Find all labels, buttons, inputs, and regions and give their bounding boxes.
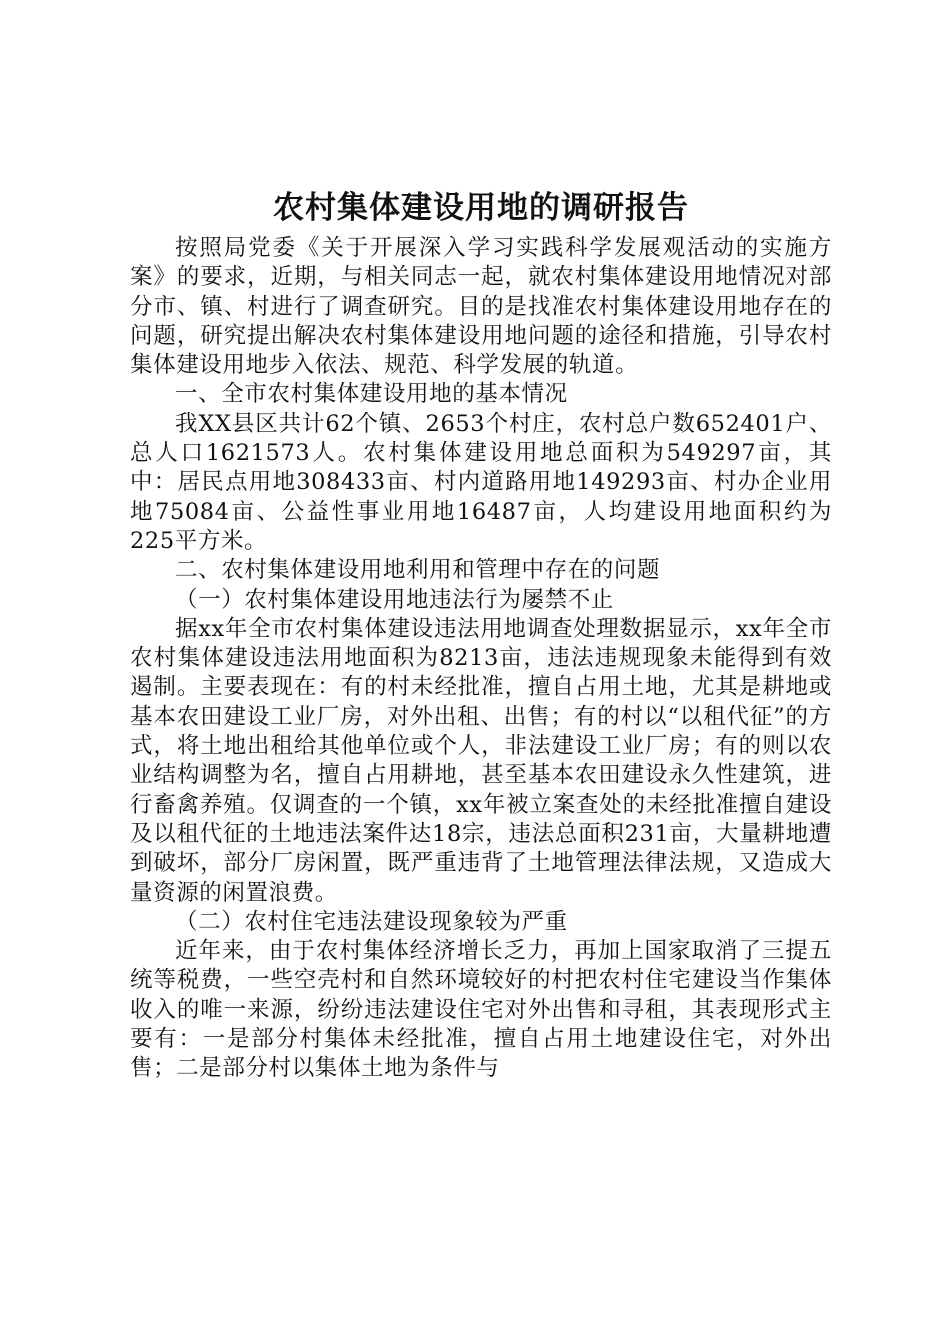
- paragraph-intro: 按照局党委《关于开展深入学习实践科学发展观活动的实施方案》的要求，近期，与相关同志一起，就农村集体建设用地情况对部分市、镇、村进行了调查研究。目的是找准农村集体建设用地存在的问题，研究提出解决农村集体建设用地问题的途径和措施，引导农村集体建设用地步入依法、规范、科学发展的轨道。: [130, 235, 832, 379]
- paragraph-illegal-housing: 近年来，由于农村集体经济增长乏力，再加上国家取消了三提五统等税费，一些空壳村和自然环境较好的村把农村住宅建设当作集体收入的唯一来源，纷纷违法建设住宅对外出售和寻租，其表现形式主要有：一是部分村集体未经批准，擅自占用土地建设住宅，对外出售；二是部分村以集体土地为条件与: [130, 938, 832, 1082]
- paragraph-basic-situation: 我XX县区共计62个镇、2653个村庄，农村总户数652401户、总人口1621573人。农村集体建设用地总面积为549297亩，其中：居民点用地308433亩、村内道路用地149293亩、村办企业用地75084亩、公益性事业用地16487亩，人均建设用地面积约为225平方米。: [130, 410, 832, 554]
- paragraph-illegal-land-use: 据xx年全市农村集体建设违法用地调查处理数据显示，xx年全市农村集体建设违法用地面积为8213亩，违法违规现象未能得到有效遏制。主要表现在：有的村未经批准，擅自占用土地，尤其是耕地或基本农田建设工业厂房，对外出租、出售；有的村以“以租代征”的方式，将土地出租给其他单位或个人，非法建设工业厂房；有的则以农业结构调整为名，擅自占用耕地，甚至基本农田建设永久性建筑，进行畜禽养殖。仅调查的一个镇，xx年被立案查处的未经批准擅自建设及以租代征的土地违法案件达18宗，违法总面积231亩，大量耕地遭到破坏，部分厂房闲置，既严重违背了土地管理法律法规，又造成大量资源的闲置浪费。: [130, 615, 832, 906]
- subsection-heading-2: （二）农村住宅违法建设现象较为严重: [175, 908, 568, 935]
- section-heading-2: 二、农村集体建设用地利用和管理中存在的问题: [175, 557, 661, 584]
- document-title: 农村集体建设用地的调研报告: [273, 190, 689, 226]
- subsection-heading-1: （一）农村集体建设用地违法行为屡禁不止: [175, 586, 614, 613]
- section-heading-1: 一、全市农村集体建设用地的基本情况: [175, 381, 568, 408]
- document-body: [130, 234, 832, 1084]
